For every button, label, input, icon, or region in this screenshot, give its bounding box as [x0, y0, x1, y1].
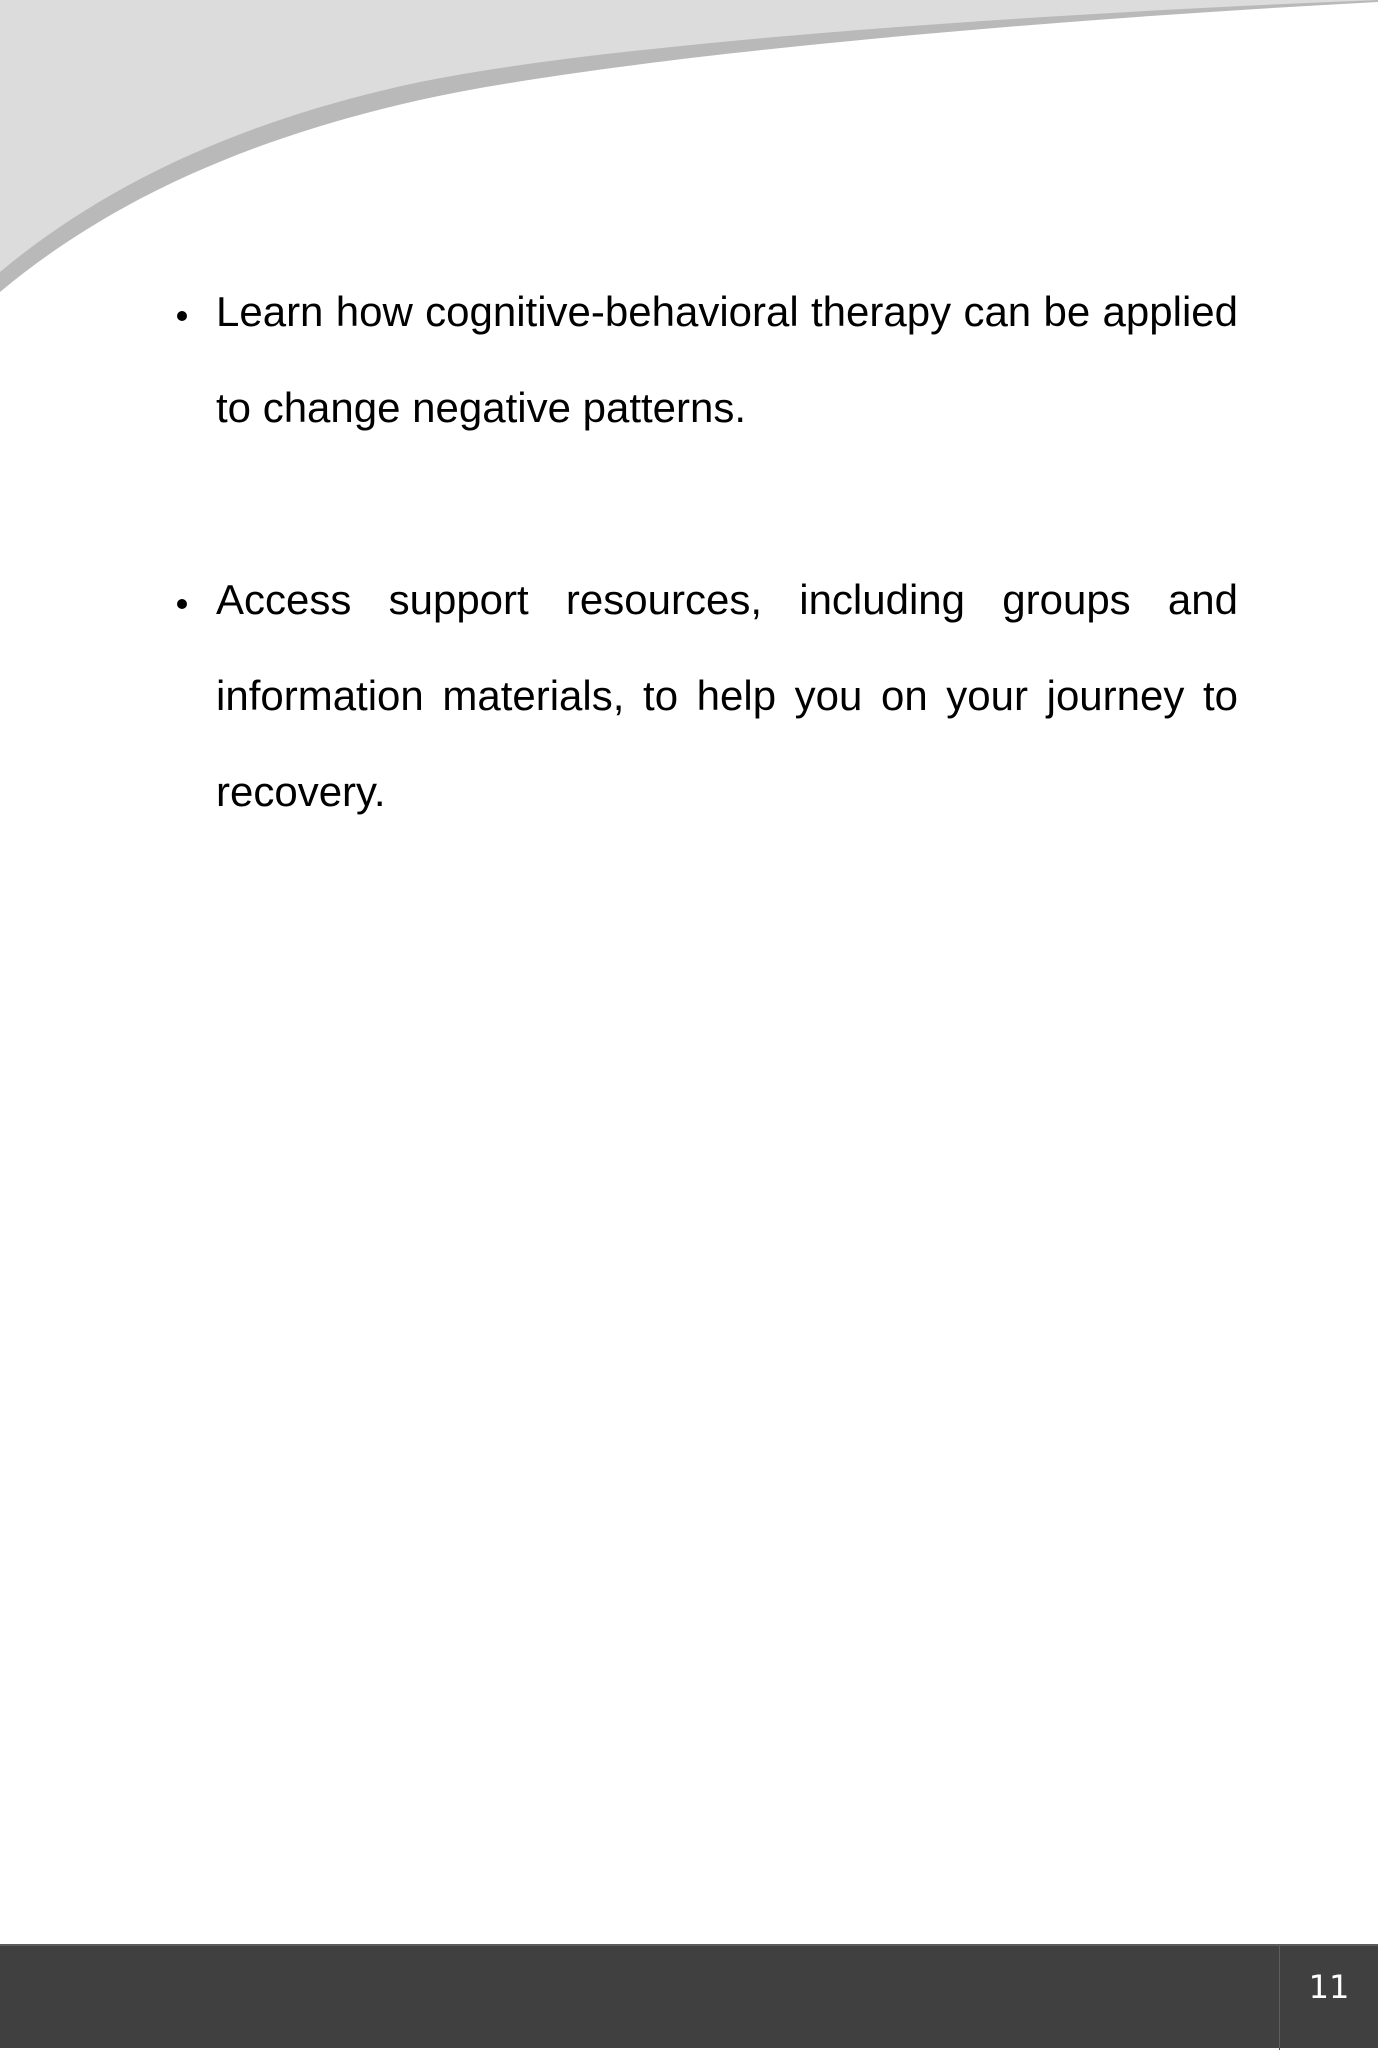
page-number: 11: [1308, 1968, 1350, 2006]
body-content: [216, 264, 1238, 936]
bullet-list: [216, 264, 1238, 840]
page-footer: [0, 1944, 1378, 2048]
swoosh-light-band: [0, 0, 1378, 272]
bullet-icon: [177, 311, 187, 321]
list-item: [216, 552, 1238, 840]
header-swoosh-decoration: [0, 0, 1378, 300]
list-item: [216, 264, 1238, 456]
bullet-icon: [177, 599, 187, 609]
list-item-text: Access support resources, including groups and information materials, to help you on your journey to recovery.: [216, 576, 1238, 815]
list-item-text: Learn how cognitive-behavioral therapy can be applied to change negative patterns.: [216, 288, 1238, 431]
